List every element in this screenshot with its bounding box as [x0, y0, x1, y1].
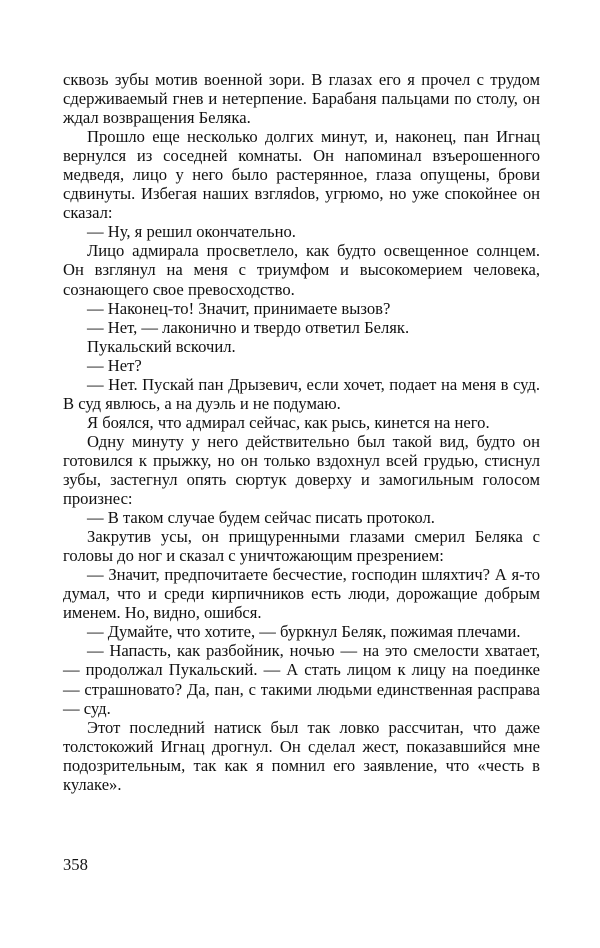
paragraph-14: — Значит, предпочитаете бесчестие, господин шляхтич? А я-то думал, что и среди кирпичников есть люди, дорожащие добрым именем. Но, видно, ошибся. [63, 565, 540, 623]
page-body [63, 70, 540, 794]
paragraph-13: Закрутив усы, он прищуренными глазами смерил Беляка с головы до ног и сказал с уничтожающим презрением: [63, 527, 540, 566]
paragraph-3: — Ну, я решил окончательно. [87, 222, 296, 242]
paragraph-11: Одну минуту у него действительно был такой вид, будто он готовился к прыжку, но он только вздохнул всей грудью, стиснул зубы, застегнул опять сюртук доверху и замогильным голосом произнес: [63, 431, 540, 509]
paragraph-5: — Наконец-то! Значит, принимаете вызов? [87, 298, 391, 318]
paragraph-16: — Напасть, как разбойник, ночью — на это смелости хватает, — продолжал Пукальский. — А стать лицом к лицу на поединке — страшновато? Да, пан, с такими людьми единственная расправа — суд. [63, 641, 540, 718]
paragraph-6: — Нет, — лаконично и твердо ответил Беляк. [87, 317, 410, 337]
paragraph-4: Лицо адмирала просветлело, как будто освещенное солнцем. Он взглянул на меня с триумфом и высокомерием человека, сознающего свое превосходство. [63, 241, 540, 299]
paragraph-17: Этот последний натиск был так ловко рассчитан, что даже толстокожий Игнац дрогнул. Он сделал жест, показавшийся мне подозрительным, так как я помнил его заявление, что «честь в кулаке». [63, 717, 540, 794]
paragraph-12: — В таком случае будем сейчас писать протокол. [87, 508, 435, 528]
page-number: 358 [63, 855, 88, 874]
paragraph-15: — Думайте, что хотите, — буркнул Беляк, пожимая плечами. [87, 622, 521, 642]
paragraph-8: — Нет? [87, 355, 142, 375]
paragraph-1: сквозь зубы мотив военной зори. В глазах его я прочел с трудом сдерживаемый гнев и нетерпение. Барабаня пальцами по столу, он ждал возвращения Беляка. [63, 70, 540, 128]
paragraph-9: — Нет. Пускай пан Дрызевич, если хочет, подает на меня в суд. В суд явлюсь, а на дуэль и не подумаю. [63, 374, 540, 413]
paragraph-7: Пукальский вскочил. [87, 336, 236, 356]
paragraph-10: Я боялся, что адмирал сейчас, как рысь, кинется на него. [87, 412, 490, 432]
paragraph-2: Прошло еще несколько долгих минут, и, наконец, пан Игнац вернулся из соседней комнаты. Он напоминал взъерошенного медведя, лицо у него было растерянное, глаза опущены, брови сдвинуты. Избегая наших взгляdов, угрюмо, но уже спокойнее он сказал: [63, 127, 540, 223]
